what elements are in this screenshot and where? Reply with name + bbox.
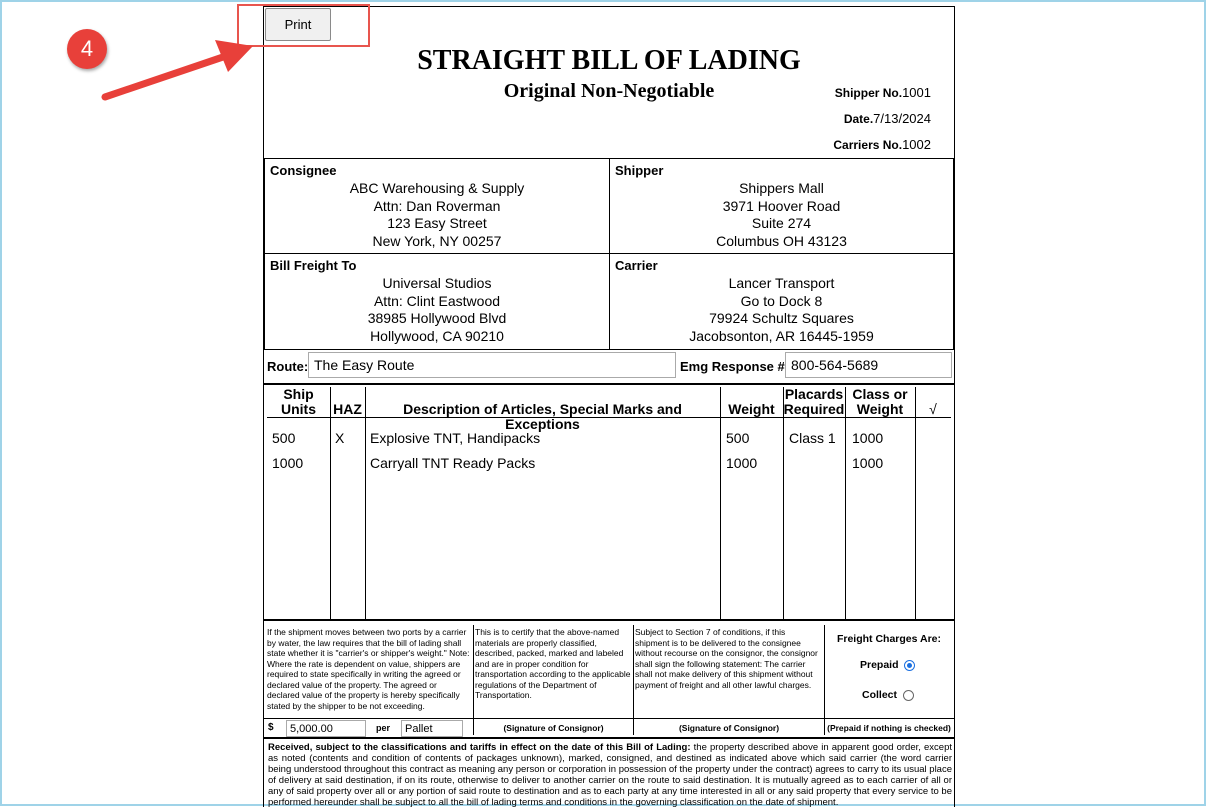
collect-radio[interactable] xyxy=(903,690,914,701)
document-subtitle: Original Non-Negotiable xyxy=(503,80,715,102)
divider xyxy=(264,383,954,385)
row1-class-weight: 1000 xyxy=(852,430,884,446)
section7-note: Subject to Section 7 of conditions, if this shipment is to be delivered to the consignee without recourse on the consignor, the consignor shall sign the following statement: The carrier shall not make delivery of this shipment without payment of freight and all other lawful charges. xyxy=(635,627,818,690)
prepaid-label: Prepaid xyxy=(860,659,899,671)
row1-weight: 500 xyxy=(726,430,750,446)
certification-section xyxy=(264,622,954,737)
consignee-address xyxy=(265,180,609,250)
col-header-ship-units: Ship Units xyxy=(281,386,316,417)
col-header-class-weight: Class or Weight xyxy=(852,386,908,417)
carriers-no-field xyxy=(833,136,931,154)
port-weight-note: If the shipment moves between two ports by a carrier by water, the law requires that the bill of lading shall state whether it is "carrier's or shipper's weight." Note: Where the rate is dependent on value, shippers are required to state specifically in writing the agreed or declared value of the property. The agreed or declared value of the property is hereby specifically stated by the shipper to be not exceeding. xyxy=(267,627,470,711)
prepaid-radio[interactable] xyxy=(904,660,915,671)
bill-to-line: Universal Studios xyxy=(382,275,492,291)
divider xyxy=(264,737,954,739)
row1-units: 500 xyxy=(272,430,296,446)
divider xyxy=(264,619,954,621)
carrier-line: Jacobsonton, AR 16445-1959 xyxy=(689,327,874,344)
shipper-line: Suite 274 xyxy=(751,215,812,231)
consignee-line: ABC Warehousing & Supply xyxy=(349,180,525,196)
carrier-line: Lancer Transport xyxy=(728,275,835,291)
carriers-no-value: 1002 xyxy=(902,137,931,152)
freight-charges-label: Freight Charges Are: xyxy=(836,633,942,645)
row1-placards: Class 1 xyxy=(789,430,836,446)
emg-response-input[interactable] xyxy=(785,352,952,378)
per-unit-input[interactable] xyxy=(401,720,463,737)
items-table xyxy=(267,387,951,619)
col-header-check: √ xyxy=(929,401,937,417)
row2-weight: 1000 xyxy=(726,455,758,471)
emg-response-label: Emg Response # xyxy=(680,359,785,374)
consignee-line: 123 Easy Street xyxy=(387,215,487,231)
shipper-no-label: Shipper No. xyxy=(834,86,903,100)
bill-of-lading-document xyxy=(263,6,955,807)
route-input[interactable] xyxy=(308,352,676,378)
consignee-box xyxy=(264,158,610,254)
prepaid-note: (Prepaid if nothing is checked) xyxy=(827,723,951,733)
bill-freight-to-box xyxy=(264,253,610,350)
row1-description: Explosive TNT, Handipacks xyxy=(370,430,541,446)
carrier-line: Go to Dock 8 xyxy=(740,292,823,309)
consignee-line: Attn: Dan Roverman xyxy=(373,197,501,214)
shipper-no-field xyxy=(835,84,931,102)
col-header-haz: HAZ xyxy=(333,401,362,417)
document-title: STRAIGHT BILL OF LADING xyxy=(417,45,801,76)
route-label: Route: xyxy=(267,359,309,374)
row2-class-weight: 1000 xyxy=(852,455,884,471)
bill-to-line: 38985 Hollywood Blvd xyxy=(367,310,507,326)
certify-note: This is to certify that the above-named materials are properly classified, described, packed, marked and labeled and are in proper condition for transportation according to the applicable regulations of the Department of Transportation. xyxy=(475,627,631,700)
col-header-description: Description of Articles, Special Marks and Exceptions xyxy=(403,401,682,432)
dollar-sign: $ xyxy=(268,722,274,733)
pointer-arrow-icon xyxy=(95,25,265,110)
shipper-label: Shipper xyxy=(615,163,664,178)
carrier-address xyxy=(610,275,953,345)
step-number-badge: 4 xyxy=(67,29,107,69)
shipper-no-value: 1001 xyxy=(902,85,931,100)
consignee-label: Consignee xyxy=(270,163,337,178)
carrier-label: Carrier xyxy=(615,258,658,273)
shipper-address xyxy=(610,180,953,250)
terms-body: the property described above in apparent good order, except as noted (contents and condition of contents of packages unknown), marked, consigned, and destined as indicated above which said carrier (the word carrier being understood throughout this contract as meaning any person or corporation in possession of the property under the contract) agrees to carry to its usual place of delivery at said destination, if on its route, otherwise to deliver to another carrier on the route to said destination. It is mutually agreed as to each carrier of all or any of said property over all or any portion of said route to destination and as to each party at any time interested in all or any said property that every service to be performed hereunder shall be subject to all the bill of lading terms and conditions in the governing classification on the date of shipment. xyxy=(268,742,953,807)
collect-label: Collect xyxy=(862,689,898,701)
carrier-box xyxy=(609,253,954,350)
consignee-line: New York, NY 00257 xyxy=(372,232,502,249)
per-label: per xyxy=(376,723,391,733)
row1-haz: X xyxy=(335,430,345,446)
column-divider xyxy=(915,387,916,619)
date-field xyxy=(844,110,931,128)
column-divider xyxy=(845,387,846,619)
column-divider xyxy=(783,387,784,619)
carrier-line: 79924 Schultz Squares xyxy=(709,310,854,326)
column-divider xyxy=(720,387,721,619)
shipper-box xyxy=(609,158,954,254)
shipper-line: Shippers Mall xyxy=(739,180,824,196)
bill-freight-to-label: Bill Freight To xyxy=(270,258,357,273)
consignor-signature-1: (Signature of Consignor) xyxy=(503,723,604,733)
print-button[interactable]: Print xyxy=(265,8,331,41)
date-label: Date. xyxy=(843,112,874,126)
collect-option[interactable] xyxy=(862,689,914,701)
shipper-line: Columbus OH 43123 xyxy=(716,232,847,249)
row2-description: Carryall TNT Ready Packs xyxy=(370,455,536,471)
col-header-weight: Weight xyxy=(728,401,775,417)
bill-freight-to-address xyxy=(265,275,609,345)
consignor-signature-2: (Signature of Consignor) xyxy=(678,723,780,733)
prepaid-option[interactable] xyxy=(860,659,915,671)
shipper-line: 3971 Hoover Road xyxy=(722,197,841,214)
carriers-no-label: Carriers No. xyxy=(833,138,903,152)
column-divider xyxy=(330,387,331,619)
col-header-placards: Placards Required xyxy=(783,386,845,417)
declared-value-input[interactable] xyxy=(286,720,366,737)
bill-to-line: Hollywood, CA 90210 xyxy=(370,327,504,344)
bill-to-line: Attn: Clint Eastwood xyxy=(373,292,501,309)
terms-lead: Received, subject to the classifications and tariffs in effect on the date of this Bill of Lading: xyxy=(268,742,691,753)
date-value: 7/13/2024 xyxy=(873,111,931,126)
row2-units: 1000 xyxy=(272,455,304,471)
terms-paragraph xyxy=(268,742,952,807)
